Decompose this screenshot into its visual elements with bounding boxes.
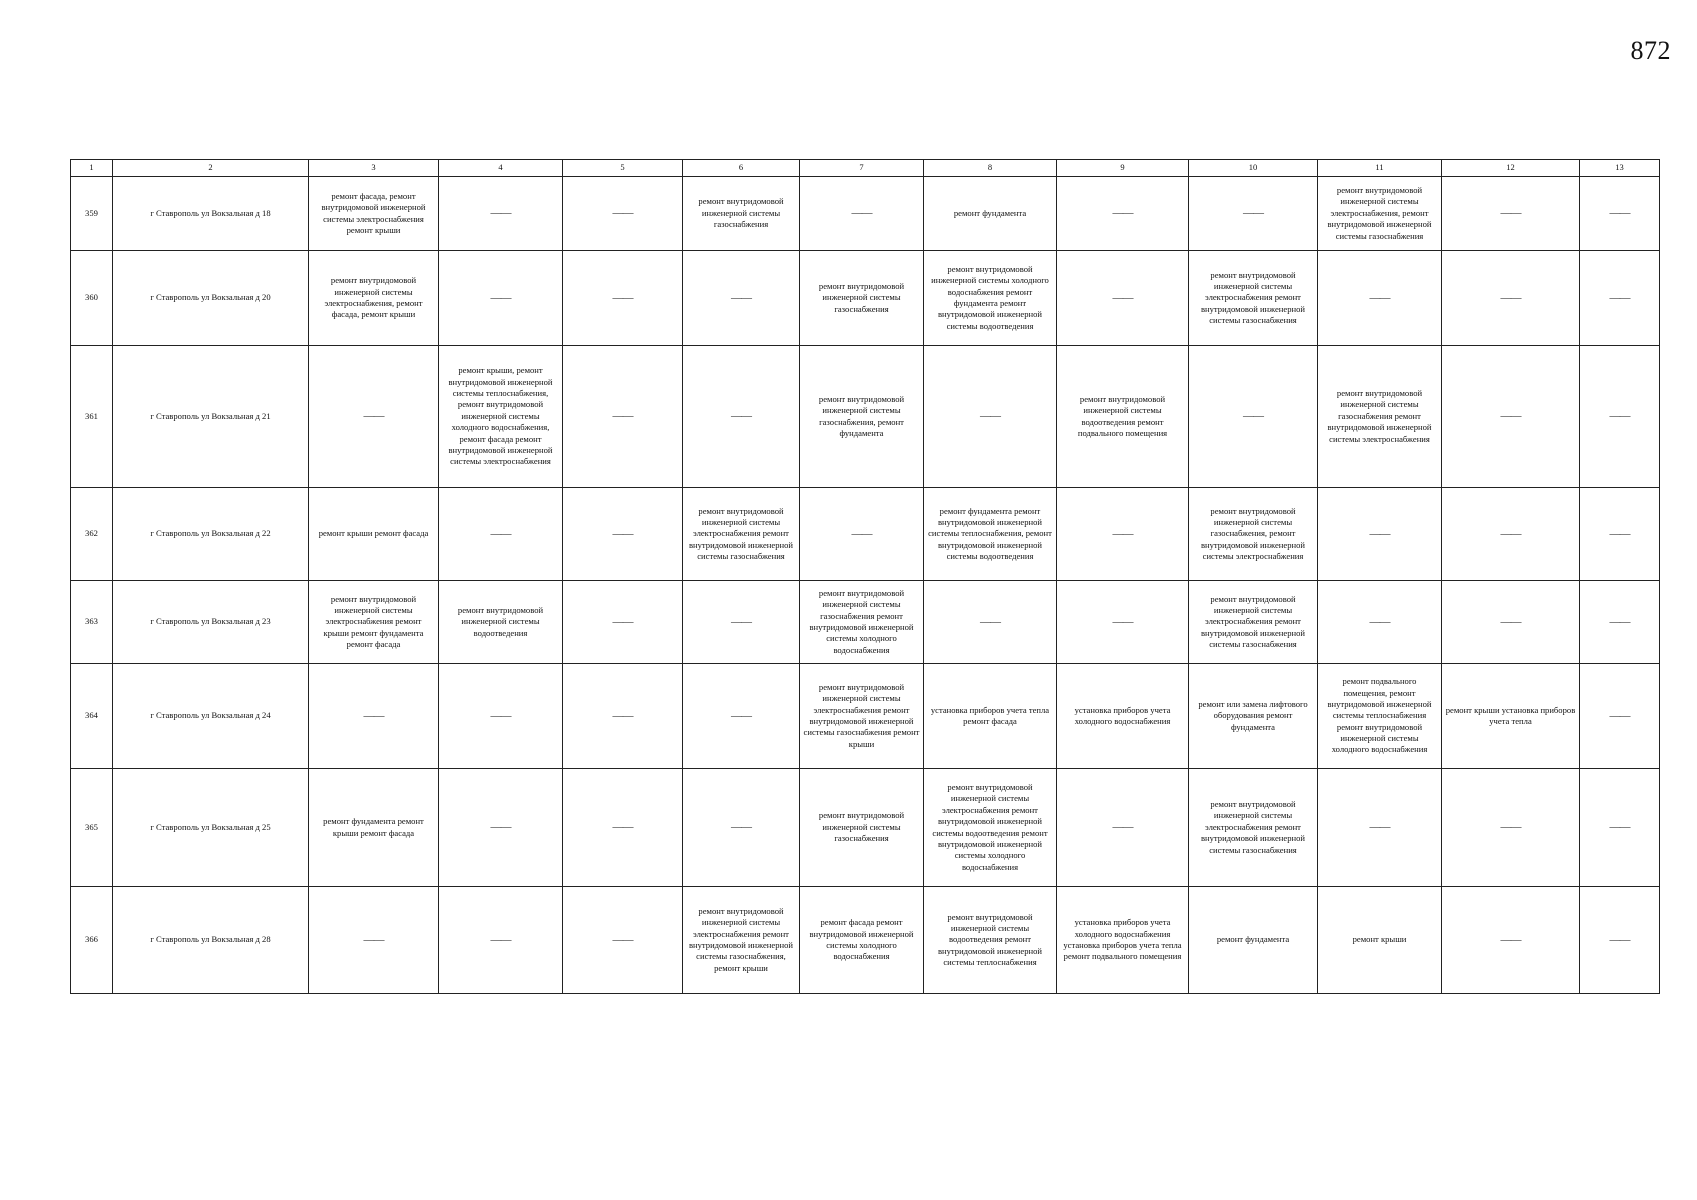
work-cell [439, 251, 563, 346]
work-description: ремонт крыши [1352, 934, 1407, 945]
work-cell [439, 664, 563, 769]
dash-placeholder: —— [851, 207, 872, 220]
address-cell: г Ставрополь ул Вокзальная д 28 [113, 887, 309, 994]
work-description: ремонт внутридомовой инженерной системы газоснабжения, ремонт фундамента [818, 393, 905, 438]
work-cell [924, 769, 1057, 887]
work-cell [439, 887, 563, 994]
column-number-11: 11 [1318, 160, 1442, 177]
work-cell [1580, 251, 1660, 346]
work-cell [309, 177, 439, 251]
row-number: 362 [71, 488, 113, 581]
work-cell [1318, 581, 1442, 664]
work-cell [800, 346, 924, 488]
column-number-9: 9 [1057, 160, 1189, 177]
row-number: 365 [71, 769, 113, 887]
address-cell: г Ставрополь ул Вокзальная д 22 [113, 488, 309, 581]
work-description: ремонт внутридомовой инженерной системы электроснабжения ремонт внутридомовой инженерной системы газоснабжения, ремонт крыши [688, 905, 794, 973]
dash-placeholder: —— [1609, 933, 1630, 946]
work-description: ремонт внутридомовой инженерной системы электроснабжения ремонт внутридомовой инженерной системы газоснабжения [1200, 799, 1306, 855]
work-cell [1580, 177, 1660, 251]
address-cell: г Ставрополь ул Вокзальная д 23 [113, 581, 309, 664]
table-row [71, 581, 1660, 664]
work-cell [683, 251, 800, 346]
work-cell [800, 664, 924, 769]
work-cell [563, 664, 683, 769]
work-description: ремонт или замена лифтового оборудования ремонт фундамента [1198, 698, 1308, 732]
table-row [71, 488, 1660, 581]
row-number: 364 [71, 664, 113, 769]
work-cell [309, 488, 439, 581]
work-description: ремонт внутридомовой инженерной системы газоснабжения [698, 196, 784, 230]
dash-placeholder: —— [1500, 933, 1521, 946]
dash-placeholder: —— [612, 207, 633, 220]
work-cell [1057, 887, 1189, 994]
work-cell [1189, 488, 1318, 581]
work-cell [924, 664, 1057, 769]
dash-placeholder: —— [1500, 821, 1521, 834]
dash-placeholder: —— [1243, 207, 1263, 220]
row-number: 359 [71, 177, 113, 251]
work-cell [1580, 581, 1660, 664]
dash-placeholder: —— [490, 291, 511, 304]
dash-placeholder: —— [490, 709, 511, 722]
dash-placeholder: —— [490, 207, 511, 220]
work-cell [1580, 887, 1660, 994]
row-number: 361 [71, 346, 113, 488]
work-cell [800, 581, 924, 664]
work-cell [1057, 769, 1189, 887]
dash-placeholder: —— [1112, 291, 1133, 304]
dash-placeholder: —— [1500, 291, 1521, 304]
work-description: ремонт фасада ремонт внутридомовой инженерной системы холодного водоснабжения [809, 917, 914, 962]
work-cell [683, 581, 800, 664]
work-cell [563, 251, 683, 346]
work-cell [1318, 488, 1442, 581]
address-cell: г Ставрополь ул Вокзальная д 24 [113, 664, 309, 769]
work-description: ремонт внутридомовой инженерной системы водоотведения [457, 604, 544, 638]
work-description: ремонт фундамента ремонт внутридомовой инженерной системы теплоснабжения, ремонт внутридомовой инженерной системы водоотведения [928, 505, 1052, 562]
work-cell [1189, 887, 1318, 994]
work-description: ремонт крыши ремонт фасада [318, 528, 429, 539]
dash-placeholder: —— [1112, 821, 1133, 834]
work-description: ремонт фундамента [953, 207, 1027, 218]
work-cell [1189, 177, 1318, 251]
dash-placeholder: —— [1609, 527, 1630, 540]
work-cell [1442, 581, 1580, 664]
dash-placeholder: —— [1609, 709, 1630, 722]
work-cell [1442, 488, 1580, 581]
work-cell [563, 769, 683, 887]
work-cell [1057, 581, 1189, 664]
table-row [71, 251, 1660, 346]
work-cell [309, 581, 439, 664]
work-cell [800, 887, 924, 994]
dash-placeholder: —— [363, 709, 384, 722]
dash-placeholder: —— [731, 291, 751, 304]
work-cell [1442, 346, 1580, 488]
work-cell [1318, 177, 1442, 251]
work-cell [924, 346, 1057, 488]
dash-placeholder: —— [612, 709, 633, 722]
work-cell [1318, 887, 1442, 994]
work-cell [924, 177, 1057, 251]
work-description: ремонт внутридомовой инженерной системы газоснабжения, ремонт внутридомовой инженерной системы электроснабжения [1200, 505, 1306, 562]
work-description: ремонт внутридомовой инженерной системы газоснабжения [818, 810, 905, 844]
column-number-2: 2 [113, 160, 309, 177]
work-cell [1580, 346, 1660, 488]
work-cell [683, 177, 800, 251]
dash-placeholder: —— [731, 709, 751, 722]
work-cell [800, 177, 924, 251]
dash-placeholder: —— [1369, 527, 1390, 540]
work-cell [439, 581, 563, 664]
column-number-6: 6 [683, 160, 800, 177]
row-number: 360 [71, 251, 113, 346]
column-number-12: 12 [1442, 160, 1580, 177]
column-number-row [71, 160, 1660, 177]
dash-placeholder: —— [1500, 527, 1521, 540]
work-cell [1057, 488, 1189, 581]
work-description: ремонт внутридомовой инженерной системы электроснабжения ремонт внутридомовой инженерной системы водоотведения ремонт внутридомовой инженерной системы холодного водоснабжения [932, 782, 1048, 872]
work-description: ремонт внутридомовой инженерной системы холодного водоснабжения ремонт фундамента ремонт внутридомовой инженерной системы водоотведения [931, 263, 1049, 331]
dash-placeholder: —— [363, 933, 384, 946]
dash-placeholder: —— [1112, 527, 1133, 540]
work-cell [1318, 346, 1442, 488]
dash-placeholder: —— [1112, 207, 1133, 220]
address-cell: г Ставрополь ул Вокзальная д 20 [113, 251, 309, 346]
work-cell [309, 251, 439, 346]
work-description: ремонт внутридомовой инженерной системы водоотведения ремонт внутридомовой инженерной системы теплоснабжения [937, 911, 1043, 968]
table-row [71, 769, 1660, 887]
dash-placeholder: —— [1369, 821, 1390, 834]
dash-placeholder: —— [490, 933, 511, 946]
work-cell [439, 177, 563, 251]
work-cell [309, 664, 439, 769]
dash-placeholder: —— [612, 410, 633, 423]
table-row [71, 177, 1660, 251]
dash-placeholder: —— [612, 291, 633, 304]
table-row [71, 887, 1660, 994]
work-cell [683, 769, 800, 887]
dash-placeholder: —— [980, 615, 1000, 628]
work-cell [1318, 251, 1442, 346]
dash-placeholder: —— [1609, 821, 1630, 834]
work-cell [1189, 769, 1318, 887]
work-cell [683, 664, 800, 769]
work-cell [1442, 664, 1580, 769]
work-cell [1057, 251, 1189, 346]
work-cell [683, 887, 800, 994]
work-cell [439, 346, 563, 488]
work-cell [1057, 664, 1189, 769]
work-schedule-table [70, 159, 1660, 994]
work-description: ремонт внутридомовой инженерной системы газоснабжения ремонт внутридомовой инженерной системы электроснабжения [1327, 388, 1432, 444]
column-number-3: 3 [309, 160, 439, 177]
work-description: ремонт внутридомовой инженерной системы электроснабжения ремонт крыши ремонт фундамента ремонт фасада [323, 593, 424, 650]
work-description: ремонт внутридомовой инженерной системы газоснабжения ремонт внутридомовой инженерной системы холодного водоснабжения [809, 587, 914, 655]
work-description: ремонт крыши, ремонт внутридомовой инженерной системы теплоснабжения, ремонт внутридомовой инженерной системы холодного водоснабжения, ремонт фасада ремонт внутридомовой инженерной системы электроснабжения [448, 365, 553, 467]
work-description: ремонт внутридомовой инженерной системы электроснабжения ремонт внутридомовой инженерной системы газоснабжения [1200, 269, 1306, 326]
table-row [71, 664, 1660, 769]
work-description: ремонт внутридомовой инженерной системы водоотведения ремонт подвального помещения [1077, 393, 1168, 438]
work-cell [1189, 251, 1318, 346]
dash-placeholder: —— [851, 527, 872, 540]
work-cell [1189, 664, 1318, 769]
column-number-13: 13 [1580, 160, 1660, 177]
work-cell [800, 251, 924, 346]
address-cell: г Ставрополь ул Вокзальная д 18 [113, 177, 309, 251]
work-cell [924, 251, 1057, 346]
dash-placeholder: —— [363, 410, 384, 423]
dash-placeholder: —— [1500, 207, 1521, 220]
dash-placeholder: —— [612, 527, 633, 540]
work-cell [1580, 488, 1660, 581]
work-cell [683, 346, 800, 488]
work-description: ремонт внутридомовой инженерной системы электроснабжения ремонт внутридомовой инженерной системы газоснабжения ремонт крыши [803, 681, 920, 749]
dash-placeholder: —— [1500, 410, 1521, 423]
work-description: ремонт фасада, ремонт внутридомовой инженерной системы электроснабжения ремонт крыши [321, 190, 426, 235]
work-cell [309, 769, 439, 887]
work-cell [1442, 769, 1580, 887]
work-description: ремонт внутридомовой инженерной системы электроснабжения, ремонт внутридомовой инженерной системы газоснабжения [1327, 185, 1432, 241]
work-cell [924, 581, 1057, 664]
dash-placeholder: —— [490, 821, 511, 834]
column-number-8: 8 [924, 160, 1057, 177]
work-cell [563, 581, 683, 664]
column-number-10: 10 [1189, 160, 1318, 177]
work-cell [309, 887, 439, 994]
work-cell [1580, 769, 1660, 887]
work-cell [563, 346, 683, 488]
dash-placeholder: —— [1609, 291, 1630, 304]
work-description: установка приборов учета тепла ремонт фасада [930, 704, 1050, 726]
dash-placeholder: —— [1369, 291, 1390, 304]
work-description: ремонт фундамента ремонт крыши ремонт фасада [323, 816, 424, 838]
work-description: установка приборов учета холодного водоснабжения установка приборов учета тепла ремонт подвального помещения [1063, 917, 1182, 962]
work-cell [1442, 177, 1580, 251]
column-number-4: 4 [439, 160, 563, 177]
work-cell [439, 488, 563, 581]
page-number: 872 [1630, 36, 1671, 65]
dash-placeholder: —— [612, 933, 633, 946]
row-number: 366 [71, 887, 113, 994]
address-cell: г Ставрополь ул Вокзальная д 25 [113, 769, 309, 887]
work-description: ремонт внутридомовой инженерной системы электроснабжения ремонт внутридомовой инженерной системы газоснабжения [1200, 593, 1306, 650]
dash-placeholder: —— [1500, 615, 1521, 628]
work-cell [563, 177, 683, 251]
work-cell [1442, 251, 1580, 346]
work-cell [1189, 346, 1318, 488]
work-cell [683, 488, 800, 581]
work-cell [1318, 664, 1442, 769]
address-cell: г Ставрополь ул Вокзальная д 21 [113, 346, 309, 488]
column-number-7: 7 [800, 160, 924, 177]
work-cell [563, 887, 683, 994]
work-cell [309, 346, 439, 488]
dash-placeholder: —— [1369, 615, 1390, 628]
dash-placeholder: —— [1243, 410, 1263, 423]
column-number-5: 5 [563, 160, 683, 177]
dash-placeholder: —— [731, 821, 751, 834]
work-description: ремонт подвального помещения, ремонт внутридомовой инженерной системы теплоснабжения ремонт внутридомовой инженерной системы холодного водоснабжения [1327, 676, 1432, 755]
work-cell [924, 887, 1057, 994]
dash-placeholder: —— [731, 615, 751, 628]
work-cell [924, 488, 1057, 581]
work-cell [1057, 177, 1189, 251]
work-cell [800, 488, 924, 581]
work-cell [439, 769, 563, 887]
dash-placeholder: —— [1609, 410, 1630, 423]
work-description: ремонт внутридомовой инженерной системы газоснабжения [818, 280, 905, 314]
work-cell [800, 769, 924, 887]
dash-placeholder: —— [980, 410, 1000, 423]
work-cell [1057, 346, 1189, 488]
row-number: 363 [71, 581, 113, 664]
work-cell [1442, 887, 1580, 994]
work-description: ремонт внутридомовой инженерной системы электроснабжения ремонт внутридомовой инженерной системы газоснабжения [688, 505, 794, 562]
work-description: ремонт фундамента [1216, 934, 1290, 945]
dash-placeholder: —— [612, 615, 633, 628]
column-number-1: 1 [71, 160, 113, 177]
dash-placeholder: —— [1112, 615, 1133, 628]
work-cell [563, 488, 683, 581]
work-description: установка приборов учета холодного водоснабжения [1074, 704, 1171, 726]
work-description: ремонт крыши установка приборов учета тепла [1445, 704, 1576, 726]
dash-placeholder: —— [490, 527, 511, 540]
work-cell [1318, 769, 1442, 887]
table-row [71, 346, 1660, 488]
dash-placeholder: —— [612, 821, 633, 834]
dash-placeholder: —— [1609, 615, 1630, 628]
dash-placeholder: —— [731, 410, 751, 423]
work-cell [1580, 664, 1660, 769]
work-cell [1189, 581, 1318, 664]
dash-placeholder: —— [1609, 207, 1630, 220]
work-description: ремонт внутридомовой инженерной системы электроснабжения, ремонт фасада, ремонт крыши [324, 275, 423, 320]
